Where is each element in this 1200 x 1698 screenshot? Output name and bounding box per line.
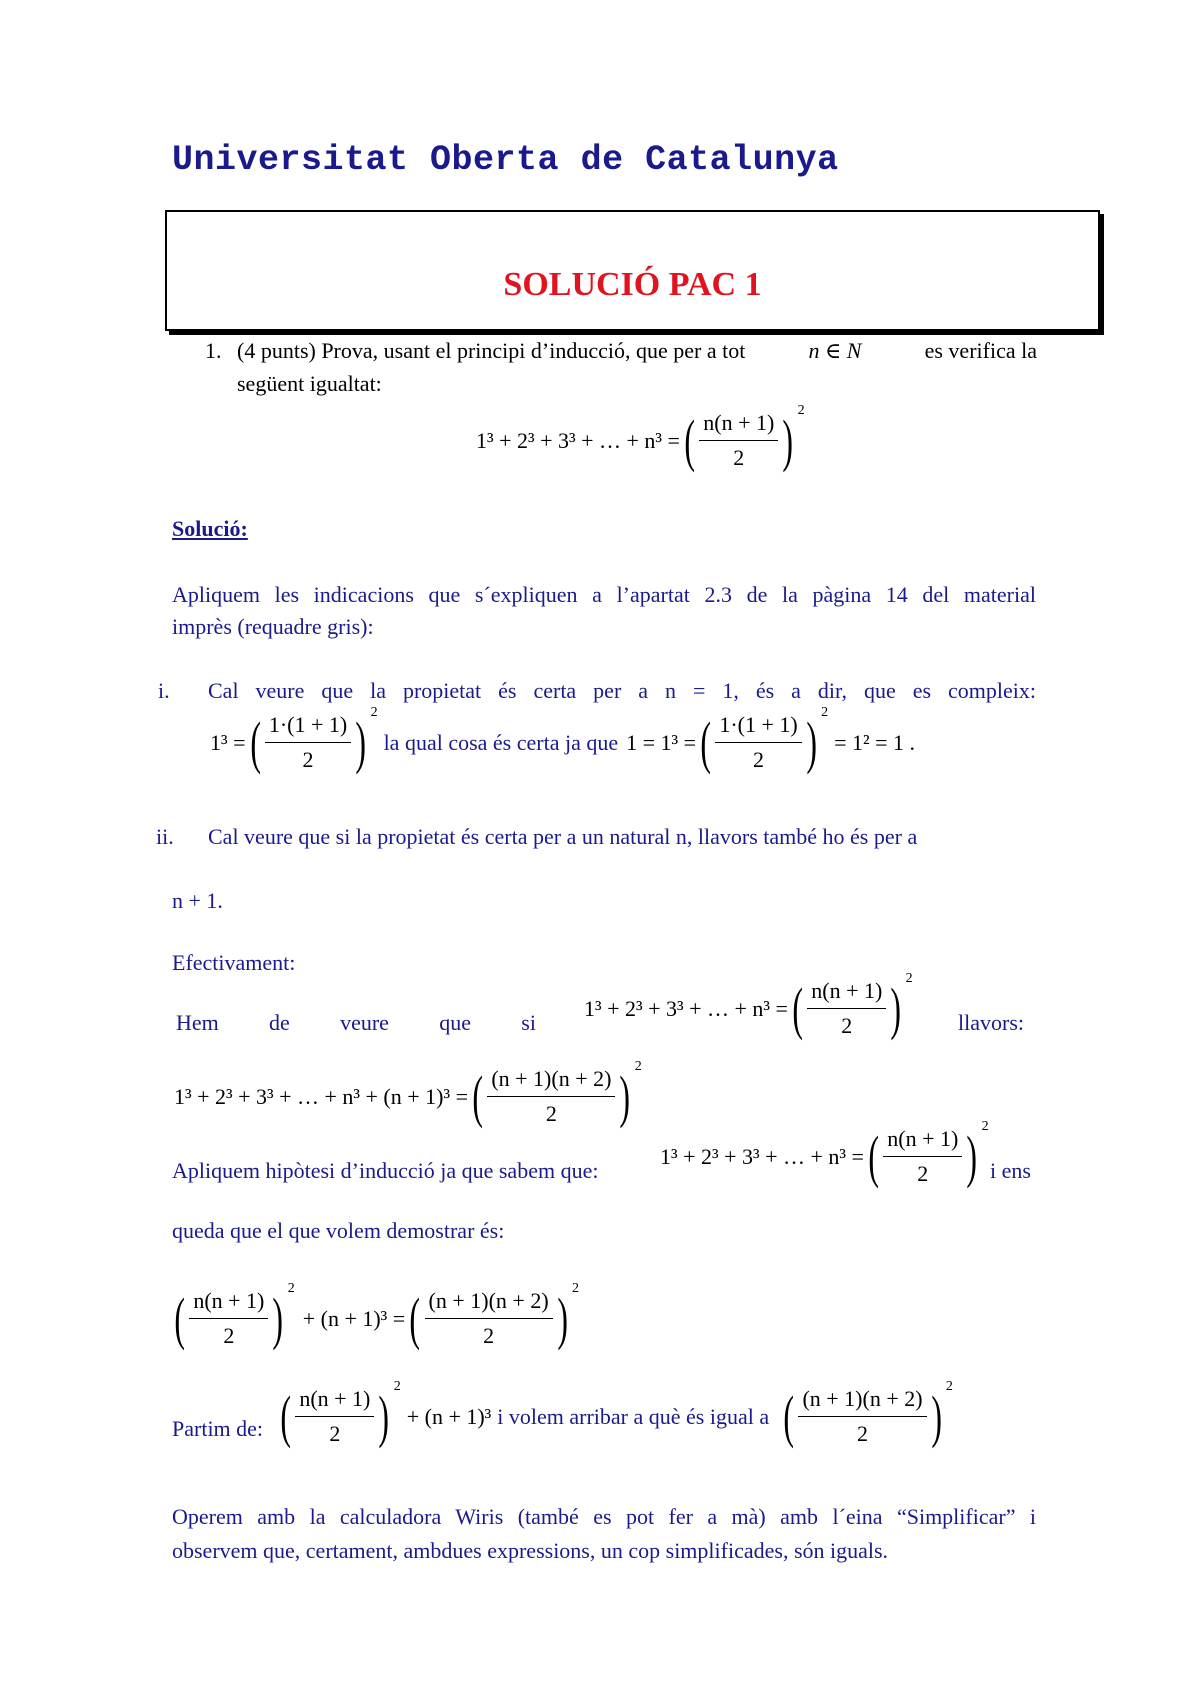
hem-word: si <box>521 1010 536 1035</box>
hip-lhs: 1³ + 2³ + 3³ + … + n³ = <box>660 1143 864 1169</box>
page-title: SOLUCIÓ PAC 1 <box>503 266 762 303</box>
formula-lhs: 1³ + 2³ + 3³ + … + n³ = <box>476 427 680 453</box>
step-i-lhs: 1³ = <box>210 729 246 755</box>
step-i-tail: = 1² = 1 . <box>834 729 915 755</box>
step-ii-text2: n + 1. <box>172 888 223 913</box>
step-ii-marker: ii. <box>156 824 174 849</box>
step-i-power2: 2 <box>821 704 829 720</box>
statement-set: n ∈ N <box>808 338 862 363</box>
problem-number: 1. <box>205 338 222 363</box>
step-i-denominator: 2 <box>302 747 314 772</box>
step-i-power: 2 <box>370 704 378 720</box>
partim-power: 2 <box>393 1378 401 1394</box>
hem-word: de <box>269 1010 290 1035</box>
hip-numerator: n(n + 1) <box>883 1126 962 1157</box>
intro-line2: imprès (requadre gris): <box>172 614 374 639</box>
eq3-denominator2: 2 <box>483 1323 495 1348</box>
hip-paren: ( $\frac{n(n + 1)}{2}$ ) 2 <box>868 1118 989 1189</box>
step-i-numerator: 1·(1 + 1) <box>265 712 351 743</box>
hem-word: que <box>439 1010 471 1035</box>
partim-denominator: 2 <box>329 1421 341 1446</box>
hem-power: 2 <box>905 970 913 986</box>
queda-text: queda que el que volem demostrar és: <box>172 1218 505 1243</box>
formula-numerator: n(n + 1) <box>699 410 778 441</box>
step-ii-text: Cal veure que si la propietat és certa per a un natural n, llavors també ho és per a <box>208 824 918 849</box>
hip-formula <box>660 1118 989 1189</box>
hem-numerator: n(n + 1) <box>807 978 886 1009</box>
statement-text-end: es verifica la <box>924 338 1037 363</box>
partim-paren2: ( $\frac{(n + 1)(n + 2)}{2}$ ) 2 <box>783 1378 953 1449</box>
step-i-lhs2: 1 = 1³ = <box>626 729 697 755</box>
hem-words <box>176 1012 536 1034</box>
step-i-text: Cal veure que la propietat és certa per a n = 1, és a dir, que es compleix: <box>208 678 1036 703</box>
partim-power2: 2 <box>945 1378 953 1394</box>
hip-denominator: 2 <box>917 1161 929 1186</box>
eq3-denominator1: 2 <box>223 1323 235 1348</box>
eq3-power2: 2 <box>571 1280 579 1296</box>
eq2-paren: ( $\frac{(n + 1)(n + 2)}{2}$ ) 2 <box>472 1058 642 1129</box>
eq2-lhs: 1³ + 2³ + 3³ + … + n³ + (n + 1)³ = <box>174 1083 468 1109</box>
eq3-paren1: ( $\frac{n(n + 1)}{2}$ ) 2 <box>174 1280 295 1351</box>
hip-tail: i ens <box>990 1158 1031 1183</box>
step-i-paren: ( $\frac{1\cdot(1 + 1)}{2}$ ) 2 <box>249 704 378 775</box>
partim-text: Partim de: <box>172 1416 264 1441</box>
partim-denominator2: 2 <box>857 1421 869 1446</box>
operem-line2: observem que, certament, ambdues expressions, un cop simplificades, són iguals. <box>172 1538 889 1563</box>
eq3-formula <box>170 1280 579 1351</box>
partim-mid: + (n + 1)³ <box>406 1403 492 1429</box>
statement-text: (4 punts) Prova, usant el principi d’inducció, que per a tot <box>237 338 746 363</box>
formula-paren: ( $\frac{n(n + 1)}{2}$ ) 2 <box>684 402 805 473</box>
formula-power: 2 <box>797 402 805 418</box>
eq3-mid: + (n + 1)³ = <box>302 1305 406 1331</box>
hip-power: 2 <box>981 1118 989 1134</box>
eq3-paren2: ( $\frac{(n + 1)(n + 2)}{2}$ ) 2 <box>409 1280 579 1351</box>
llavors-text: llavors: <box>958 1010 1024 1035</box>
hip-text: Apliquem hipòtesi d’inducció ja que sabem que: <box>172 1158 599 1183</box>
partim-text2: i volem arribar a què és igual a <box>497 1403 770 1429</box>
partim-formula <box>276 1378 953 1449</box>
problem-statement-line2: següent igualtat: <box>237 371 382 396</box>
step-i-middle: la qual cosa és certa ja que <box>383 729 619 755</box>
intro-line1: Apliquem les indicacions que s´expliquen a l’apartat 2.3 de la pàgina 14 del material <box>172 582 1036 607</box>
eq3-numerator1: n(n + 1) <box>189 1288 268 1319</box>
step-i-paren2: ( $\frac{1\cdot(1 + 1)}{2}$ ) 2 <box>700 704 829 775</box>
eq2-numerator: (n + 1)(n + 2) <box>487 1066 615 1097</box>
eq3-power1: 2 <box>287 1280 295 1296</box>
step-i-marker: i. <box>158 678 170 703</box>
hem-paren: ( $\frac{n(n + 1)}{2}$ ) 2 <box>792 970 913 1041</box>
step-i-numerator2: 1·(1 + 1) <box>715 712 801 743</box>
problem-statement-line1 <box>237 340 1037 362</box>
step-i-formula <box>210 704 915 775</box>
eq2-power: 2 <box>634 1058 642 1074</box>
hem-word: veure <box>340 1010 389 1035</box>
hem-denominator: 2 <box>841 1013 853 1038</box>
eq3-numerator2: (n + 1)(n + 2) <box>425 1288 553 1319</box>
formula-denominator: 2 <box>733 445 745 470</box>
problem-formula <box>476 402 805 473</box>
partim-paren: ( $\frac{n(n + 1)}{2}$ ) 2 <box>280 1378 401 1449</box>
eq2-formula <box>174 1058 642 1129</box>
hem-word: Hem <box>176 1010 219 1035</box>
partim-numerator2: (n + 1)(n + 2) <box>798 1386 926 1417</box>
operem-line1: Operem amb la calculadora Wiris (també es pot fer a mà) amb l´eina “Simplificar” i <box>172 1504 1036 1529</box>
step-i-denominator2: 2 <box>753 747 765 772</box>
efectivament-text: Efectivament: <box>172 950 296 975</box>
hem-lhs: 1³ + 2³ + 3³ + … + n³ = <box>584 995 788 1021</box>
partim-numerator: n(n + 1) <box>295 1386 374 1417</box>
solution-heading: Solució: <box>172 516 248 541</box>
university-name: Universitat Oberta de Catalunya <box>172 140 839 180</box>
eq2-denominator: 2 <box>545 1101 557 1126</box>
title-box <box>165 210 1100 331</box>
hem-formula <box>584 970 913 1041</box>
